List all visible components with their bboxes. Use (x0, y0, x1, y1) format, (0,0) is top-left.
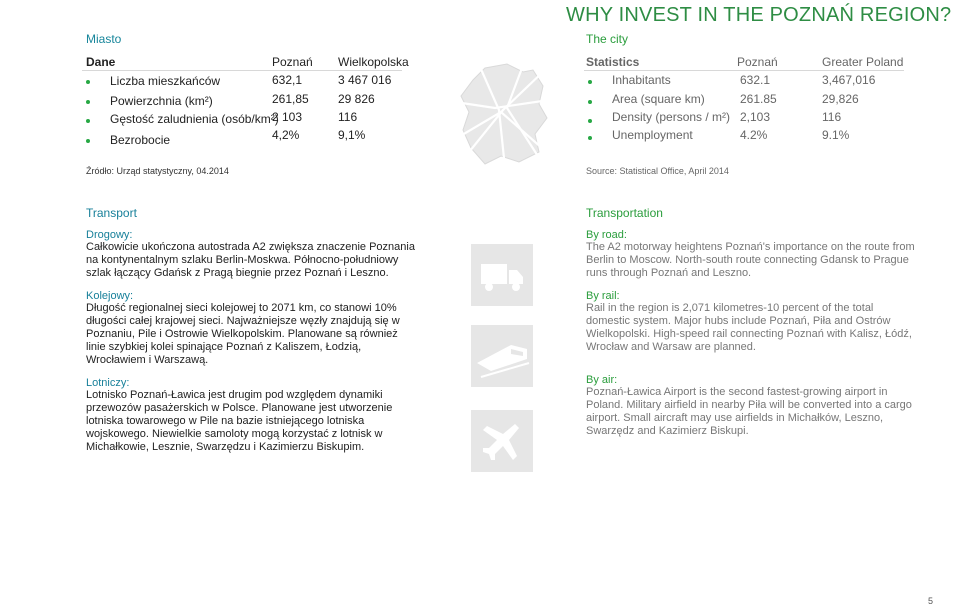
row-region: 116 (338, 110, 358, 124)
row-region: 116 (822, 110, 842, 124)
bullet-dot (86, 100, 90, 104)
bullet-dot (588, 80, 592, 84)
row-region: 29,826 (822, 92, 859, 106)
row-label: Powierzchnia (km²) (110, 94, 213, 108)
row-region: 3,467,016 (822, 73, 876, 87)
row-region: 29 826 (338, 92, 375, 106)
bullet-dot (86, 139, 90, 143)
row-poznan: 2,103 (740, 110, 771, 124)
transport-heading-pl: Transport (86, 206, 137, 220)
bullet-dot (86, 80, 90, 84)
city-heading-en: The city (586, 32, 629, 46)
table-header-region-en: Greater Poland (822, 55, 904, 69)
row-label: Gęstość zaludnienia (osób/km²) (110, 112, 279, 126)
air-text-en: Poznań-Ławica Airport is the second fastest-growing airport in Poland. Military airfield in nearby Piła will be converted into a cargo airport. Small aircraft may use airfields in Michałków, Leszno, Swarzędz and Kazimierz Biskupi. (586, 386, 912, 437)
row-poznan: 261,85 (272, 92, 309, 106)
truck-icon (471, 244, 533, 306)
table-header-data: Dane (86, 55, 116, 69)
bullet-dot (588, 100, 592, 104)
train-icon (471, 325, 533, 387)
road-text-pl: Całkowicie ukończona autostrada A2 zwiększa znaczenie Poznania na kontynentalnym szlaku Berlin-Moskwa. Północno-południowy szlak łączący Gdańsk z Pragą biegnie przez Poznań i Leszno. (86, 241, 415, 279)
row-label: Density (persons / m²) (612, 110, 731, 124)
airplane-icon (471, 410, 533, 472)
row-poznan: 4,2% (272, 128, 300, 142)
source-en: Source: Statistical Office, April 2014 (586, 166, 729, 176)
rail-label-en: By rail: (586, 290, 620, 302)
road-text-en: The A2 motorway heightens Poznań's importance on the route from Berlin to Moscow. North-south route connecting Gdansk to Prague runs through Poznań and Leszno. (586, 241, 915, 279)
row-poznan: 261.85 (740, 92, 777, 106)
road-label-en: By road: (586, 229, 627, 241)
row-label: Liczba mieszkańców (110, 74, 221, 88)
table-header-region: Wielkopolska (338, 55, 409, 69)
row-poznan: 632.1 (740, 73, 771, 87)
source-pl: Źródło: Urząd statystyczny, 04.2014 (86, 166, 229, 176)
road-label-pl: Drogowy: (86, 229, 133, 241)
rail-text-pl: Długość regionalnej sieci kolejowej to 2071 km, co stanowi 10% długości całej krajowej sieci. Najważniejsze węzły znajdują się w Poznaniu, Pile i Ostrowie Wielkopolskim. Planowane są również linie szybkiej kolei spinające Poznań z Kaliszem, Łodzią, Wrocławiem i Warszawą. (86, 302, 400, 366)
air-label-pl: Lotniczy: (86, 377, 130, 389)
bullet-dot (588, 119, 592, 123)
row-region: 9.1% (822, 128, 850, 142)
page-title: WHY INVEST IN THE POZNAŃ REGION? (566, 4, 952, 26)
row-region: 3 467 016 (338, 73, 392, 87)
row-poznan: 4.2% (740, 128, 768, 142)
row-region: 9,1% (338, 128, 366, 142)
map-icon (455, 60, 551, 170)
air-text-pl: Lotnisko Poznań-Ławica jest drugim pod względem dynamiki przewozów pasażerskich w Polsce. Planowane jest utworzenie lotniska towarowego w Pile na bazie istniejącego lotniska wojskowego. Niewielkie samoloty mogą korzystać z lotnisk w Michałkowie, Lesznie, Swarzędzu i Kazimierzu Biskupim. (86, 389, 393, 453)
city-heading-pl: Miasto (86, 32, 122, 46)
row-label: Inhabitants (612, 73, 671, 87)
bullet-dot (588, 136, 592, 140)
row-label: Bezrobocie (110, 133, 171, 147)
row-poznan: 2 103 (272, 110, 303, 124)
table-divider-en (584, 70, 904, 71)
row-label: Unemployment (612, 128, 693, 142)
table-header-statistics: Statistics (586, 55, 640, 69)
table-header-poznan-en: Poznań (737, 55, 778, 69)
transport-heading-en: Transportation (586, 206, 663, 220)
air-label-en: By air: (586, 374, 618, 386)
bullet-dot (86, 119, 90, 123)
rail-text-en: Rail in the region is 2,071 kilometres-10 percent of the total domestic system. Major hubs include Poznań, Piła and Ostrów Wielkopolski. High-speed rail connecting Poznań with Kalisz, Łódź, Wrocław and Warsaw are planned. (586, 302, 912, 353)
transport-text-en (586, 229, 916, 438)
table-header-poznan: Poznań (272, 55, 313, 69)
rail-label-pl: Kolejowy: (86, 290, 134, 302)
row-poznan: 632,1 (272, 73, 303, 87)
table-divider (82, 70, 402, 71)
transport-text-pl (86, 229, 416, 454)
page-number: 5 (928, 596, 934, 606)
row-label: Area (square km) (612, 92, 705, 106)
